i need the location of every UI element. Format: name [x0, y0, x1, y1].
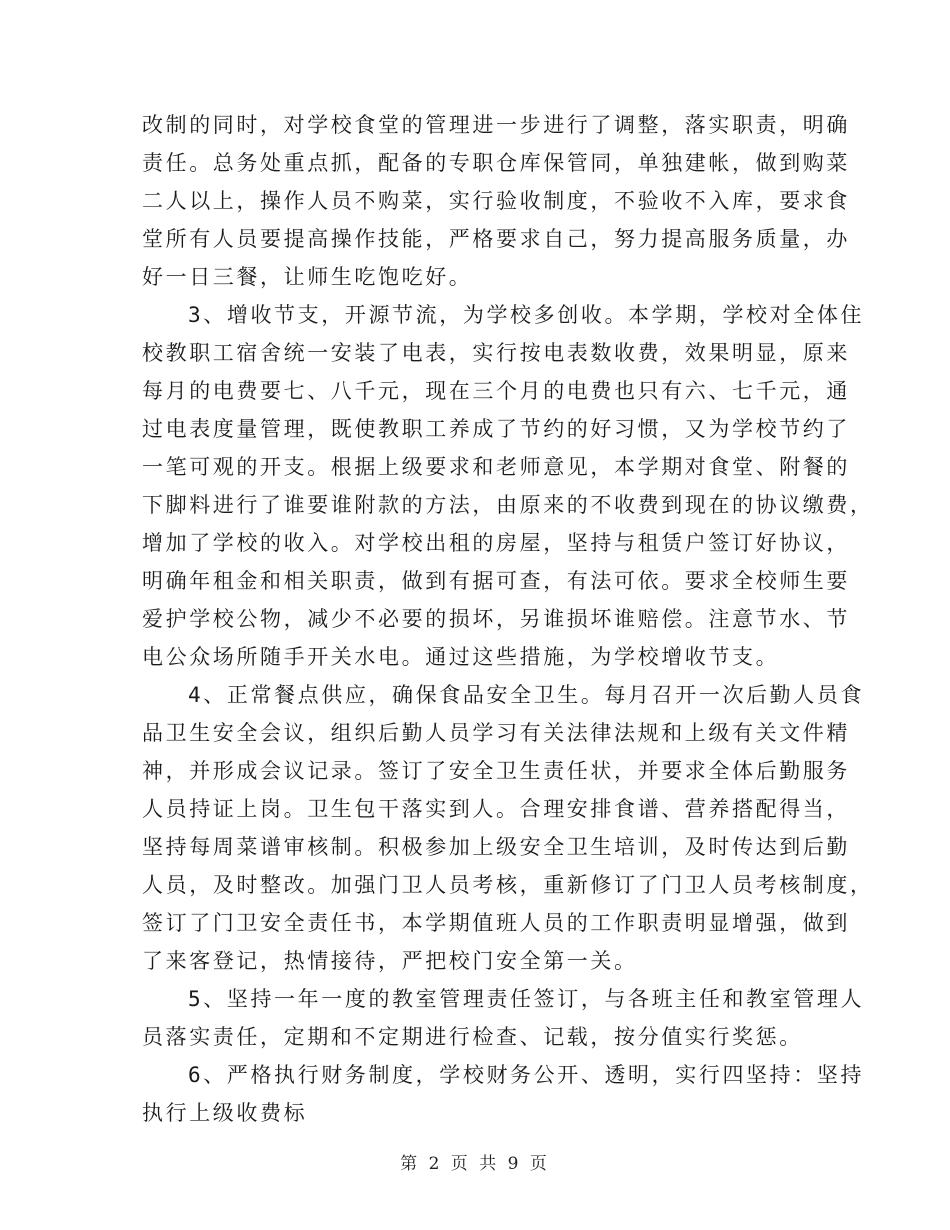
text-line: 爱护学校公物，减少不必要的损坏，另谁损坏谁赔偿。注意节水、节	[142, 607, 850, 631]
text-line: 执行上级收费标	[142, 1101, 308, 1125]
text-line: 改制的同时，对学校食堂的管理进一步进行了调整，落实职责，明确	[142, 113, 850, 137]
text-line: 5、坚持一年一度的教室管理责任签订，与各班主任和教室管理人	[188, 987, 865, 1011]
page-number-footer: 第 2 页 共 9 页	[400, 1154, 550, 1174]
text-line: 电公众场所随手开关水电。通过这些措施，为学校增收节支。	[142, 645, 780, 669]
text-line: 一笔可观的开支。根据上级要求和老师意见，本学期对食堂、附餐的	[142, 455, 850, 479]
text-line: 3、增收节支，开源节流，为学校多创收。本学期，学校对全体住	[188, 303, 865, 327]
text-line: 好一日三餐，让师生吃饱吃好。	[142, 265, 473, 289]
text-line: 增加了学校的收入。对学校出租的房屋，坚持与租赁户签订好协议，	[142, 531, 850, 555]
text-line: 6、严格执行财务制度，学校财务公开、透明，实行四坚持：坚持	[188, 1063, 865, 1087]
text-line: 明确年租金和相关职责，做到有据可查，有法可依。要求全校师生要	[142, 569, 850, 593]
text-line: 责任。总务处重点抓，配备的专职仓库保管同，单独建帐，做到购菜	[142, 151, 850, 175]
text-line: 人员，及时整改。加强门卫人员考核，重新修订了门卫人员考核制度，	[142, 873, 874, 897]
text-line: 了来客登记，热情接待，严把校门安全第一关。	[142, 949, 638, 973]
text-line: 坚持每周菜谱审核制。积极参加上级安全卫生培训，及时传达到后勤	[142, 835, 850, 859]
text-line: 每月的电费要七、八千元，现在三个月的电费也只有六、七千元，通	[142, 379, 850, 403]
text-line: 签订了门卫安全责任书，本学期值班人员的工作职责明显增强，做到	[142, 911, 850, 935]
text-line: 堂所有人员要提高操作技能，严格要求自己，努力提高服务质量，办	[142, 227, 850, 251]
text-line: 二人以上，操作人员不购菜，实行验收制度，不验收不入库，要求食	[142, 189, 850, 213]
text-line: 过电表度量管理，既使教职工养成了节约的好习惯，又为学校节约了	[142, 417, 850, 441]
text-line: 4、正常餐点供应，确保食品安全卫生。每月召开一次后勤人员食	[188, 683, 865, 707]
text-line: 神，并形成会议记录。签订了安全卫生责任状，并要求全体后勤服务	[142, 759, 850, 783]
text-line: 员落实责任，定期和不定期进行检查、记载，按分值实行奖惩。	[142, 1025, 803, 1049]
text-line: 校教职工宿舍统一安装了电表，实行按电表数收费，效果明显，原来	[142, 341, 850, 365]
text-line: 下脚料进行了谁要谁附款的方法，由原来的不收费到现在的协议缴费，	[142, 493, 874, 517]
text-line: 人员持证上岗。卫生包干落实到人。合理安排食谱、营养搭配得当，	[142, 797, 850, 821]
text-line: 品卫生安全会议，组织后勤人员学习有关法律法规和上级有关文件精	[142, 721, 850, 745]
